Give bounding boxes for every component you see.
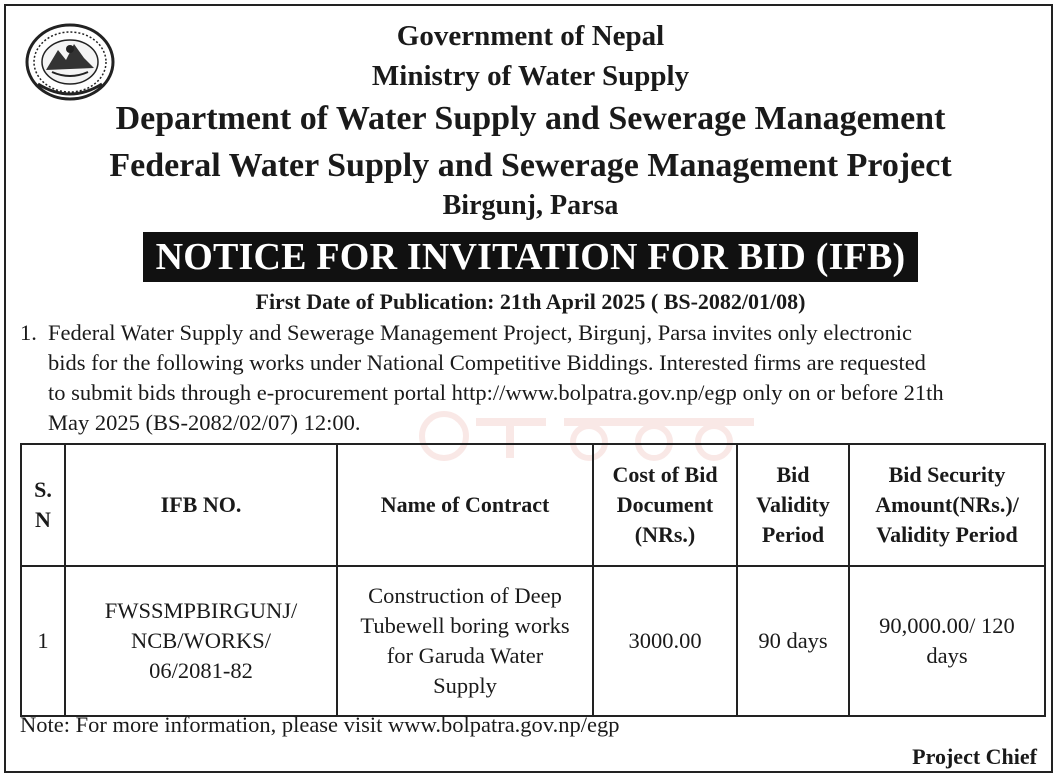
header-line: Amount(NRs.)/	[875, 492, 1019, 517]
cell-ifb-no	[65, 566, 337, 716]
header-cost	[593, 444, 737, 566]
cell-line: 90,000.00/ 120	[879, 613, 1015, 638]
notice-document	[4, 4, 1053, 773]
header-line: Cost of Bid	[612, 462, 718, 487]
header-validity	[737, 444, 849, 566]
paragraph-line: May 2025 (BS-2082/02/07) 12:00.	[48, 410, 361, 435]
cell-line: 06/2081-82	[149, 658, 253, 683]
paragraph-line: to submit bids through e-procurement portal http://www.bolpatra.gov.np/egp only on or before 21th	[48, 380, 944, 405]
ifb-table	[20, 443, 1046, 717]
header-project: Federal Water Supply and Sewerage Management Project	[109, 147, 952, 184]
header-security	[849, 444, 1045, 566]
header-government: Government of Nepal	[396, 20, 665, 52]
header-line: Document	[616, 492, 714, 517]
header-line: Bid Security	[888, 462, 1006, 487]
header-line: N	[35, 507, 51, 532]
cell-line: for Garuda Water	[386, 643, 544, 668]
header-line: Name of Contract	[380, 492, 550, 517]
header-line: (NRs.)	[634, 522, 696, 547]
cell-line: Supply	[433, 673, 497, 698]
paragraph-line: Federal Water Supply and Sewerage Management Project, Birgunj, Parsa invites only electronic	[48, 320, 912, 345]
cell-line: days	[926, 643, 968, 668]
header-ministry: Ministry of Water Supply	[371, 60, 690, 92]
cell-line: FWSSMPBIRGUNJ/	[104, 598, 298, 623]
cell-cost: 3000.00	[593, 566, 737, 716]
signature-project-chief: Project Chief	[912, 744, 1037, 769]
header-line: Validity Period	[876, 522, 1018, 547]
table-header-row	[21, 444, 1045, 566]
header-line: Bid	[776, 462, 810, 487]
footer-note: Note: For more information, please visit www.bolpatra.gov.np/egp	[20, 712, 620, 737]
cell-validity: 90 days	[737, 566, 849, 716]
cell-security	[849, 566, 1045, 716]
paragraph-number: 1.	[20, 320, 37, 345]
header-line: Validity	[756, 492, 830, 517]
header-line: S.	[34, 477, 52, 502]
cell-line: Tubewell boring works	[360, 613, 570, 638]
paragraph-line: bids for the following works under National Competitive Biddings. Interested firms are requested	[48, 350, 926, 375]
header-location: Birgunj, Parsa	[442, 190, 619, 221]
notice-title: NOTICE FOR INVITATION FOR BID (IFB)	[143, 232, 919, 282]
header-line: IFB NO.	[160, 492, 242, 517]
header-sn	[21, 444, 65, 566]
cell-line: NCB/WORKS/	[130, 628, 272, 653]
header-contract	[337, 444, 593, 566]
title-banner-wrap	[6, 232, 1055, 282]
cell-contract	[337, 566, 593, 716]
cell-sn: 1	[21, 566, 65, 716]
publication-date: First Date of Publication: 21th April 2025 ( BS-2082/01/08)	[255, 289, 806, 314]
header-line: Period	[761, 522, 825, 547]
header-department: Department of Water Supply and Sewerage Management	[115, 100, 946, 137]
table-row	[21, 566, 1045, 716]
header-ifb-no	[65, 444, 337, 566]
cell-line: Construction of Deep	[368, 583, 562, 608]
